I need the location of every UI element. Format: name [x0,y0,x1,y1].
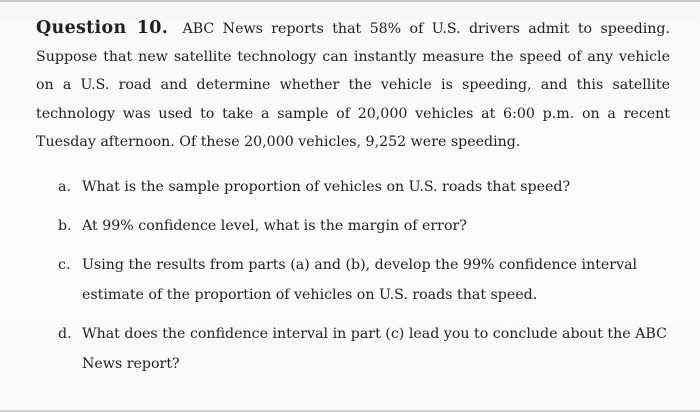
part-c-marker: c. [58,257,71,273]
part-c-text: Using the results from parts (a) and (b), develop the 99% confidence interval estimate of the proportion of vehicles on U.S. roads that speed. [82,257,638,303]
part-b [58,211,670,241]
part-d [58,319,670,379]
part-d-text: What does the confidence interval in part (c) lead you to conclude about the ABC News report? [82,326,667,372]
part-a-text: What is the sample proportion of vehicles on U.S. roads that speed? [82,179,571,195]
question-parts-list [58,172,670,388]
question-paragraph [36,14,670,156]
part-c [58,250,670,310]
part-d-marker: d. [58,326,72,342]
part-a-marker: a. [58,179,71,195]
question-label: Question 10. [36,18,169,38]
question-body: ABC News reports that 58% of U.S. drivers admit to speeding. Suppose that new satellite technology can instantly measure the speed of any vehicle on a U.S. road and determine whether the vehicle is speeding, and this satellite technology was used to take a sample of 20,000 vehicles at 6:00 p.m. on a recent Tuesday afternoon. Of these 20,000 vehicles, 9,252 were speeding. [36,21,670,150]
part-a [58,172,670,202]
top-edge [0,0,700,2]
part-b-text: At 99% confidence level, what is the margin of error? [82,218,467,234]
part-b-marker: b. [58,218,72,234]
